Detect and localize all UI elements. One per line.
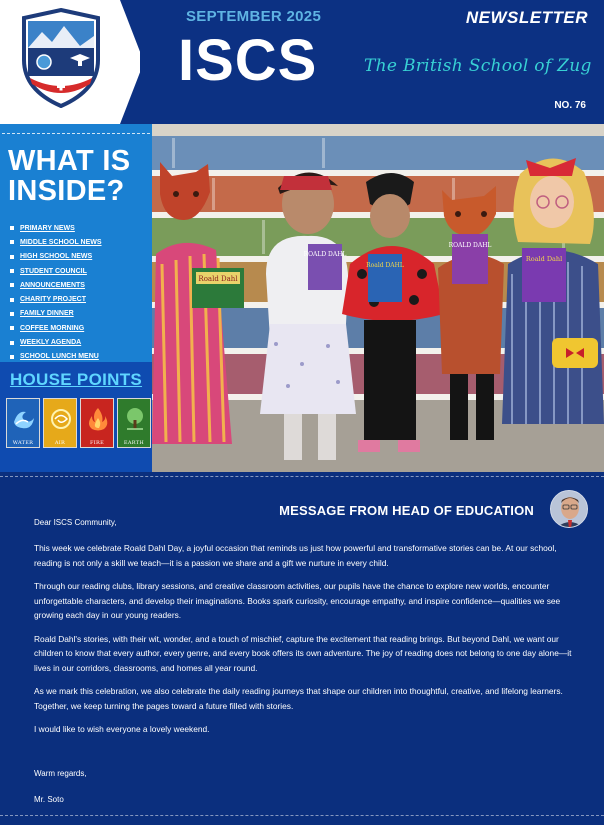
air-swirl-icon: [49, 406, 73, 432]
house-badge-air: [43, 398, 77, 448]
closing-line: Warm regards,: [34, 769, 87, 778]
message-paragraph: This week we celebrate Roald Dahl Day, a joyful occasion that reminds us just how powerful and transformative stories can be. At our school, reading is not only a skill we teach—it is a passion we share and a gift we nurture in every child.: [34, 543, 557, 568]
school-tagline: The British School of Zug: [364, 56, 592, 76]
message-heading: MESSAGE FROM HEAD OF EDUCATION: [279, 503, 534, 518]
link-weekly-agenda[interactable]: WEEKLY AGENDA: [20, 339, 82, 347]
house-badge-fire: [80, 398, 114, 448]
message-body: [34, 541, 574, 746]
link-charity-project[interactable]: CHARITY PROJECT: [20, 296, 86, 304]
issue-date: SEPTEMBER 2025: [186, 8, 322, 25]
head-of-education-message: [0, 472, 604, 825]
divider: [0, 476, 604, 477]
contents-heading-line-2: INSIDE?: [8, 175, 125, 207]
contents-heading-line-1: WHAT IS: [8, 145, 131, 177]
contents-item-weekly-agenda: [10, 335, 150, 349]
person-portrait-icon: [551, 491, 588, 528]
link-coffee-morning[interactable]: COFFEE MORNING: [20, 324, 85, 332]
signature: Mr. Soto: [34, 795, 64, 804]
contents-list: [10, 221, 150, 364]
contents-item-high-school-news: [10, 250, 150, 264]
contents-item-family-dinner: [10, 307, 150, 321]
message-paragraph: I would like to wish everyone a lovely weekend.: [34, 724, 210, 735]
logo-panel: [0, 0, 140, 124]
contents-heading: [8, 146, 148, 206]
link-announcements[interactable]: ANNOUNCEMENTS: [20, 281, 85, 289]
link-primary-news[interactable]: PRIMARY NEWS: [20, 224, 75, 232]
bullet-icon: [10, 298, 14, 302]
contents-item-primary-news: [10, 221, 150, 235]
house-badge-earth: [117, 398, 151, 448]
bullet-icon: [10, 226, 14, 230]
house-name-fire: FIRE: [89, 440, 105, 446]
book-label-1: Roald Dahl: [198, 275, 238, 283]
contents-item-coffee-morning: [10, 321, 150, 335]
message-paragraph: As we mark this celebration, we also celebrate the daily reading journeys that shape our children into thoughtful, creative, and lifelong learners. Together, we keep turning the pages toward a future filled with stories.: [34, 686, 563, 711]
roald-dahl-day-photo: [152, 124, 604, 472]
bullet-icon: [10, 255, 14, 259]
book-label-5: Roald Dahl: [525, 255, 563, 263]
link-school-lunch-menu[interactable]: SCHOOL LUNCH MENU: [20, 353, 99, 361]
head-of-education-avatar: [550, 490, 588, 528]
bullet-icon: [10, 240, 14, 244]
children-with-books-illustration: [152, 124, 604, 472]
link-middle-school-news[interactable]: MIDDLE SCHOOL NEWS: [20, 238, 102, 246]
contents-sidebar: [0, 124, 152, 472]
link-student-council[interactable]: STUDENT COUNCIL: [20, 267, 87, 275]
salutation: Dear ISCS Community,: [34, 518, 117, 527]
bullet-icon: [10, 312, 14, 316]
bullet-icon: [10, 341, 14, 345]
book-label-2: ROALD DAHL: [303, 251, 347, 258]
child-blue-dress: [502, 158, 604, 424]
message-paragraph: Through our reading clubs, library sessions, and creative classroom activities, our pupils have the chance to explore new worlds, encounter unforgettable characters, and develop their imaginations. Books spark curiosity, encourage empathy, and inspire confidence—qualities we see growing each day in our young readers.: [34, 580, 561, 621]
earth-tree-icon: [123, 406, 147, 432]
book-label-3: Roald DAHL: [366, 262, 404, 269]
house-points-panel: [0, 362, 152, 472]
bullet-icon: [10, 326, 14, 330]
newsletter-header: [0, 0, 604, 124]
contents-item-student-council: [10, 264, 150, 278]
house-badges: [6, 398, 151, 448]
bullet-icon: [10, 355, 14, 359]
water-wave-icon: [12, 406, 36, 432]
house-name-air: AIR: [54, 440, 66, 446]
divider: [2, 133, 150, 134]
house-badge-water: [6, 398, 40, 448]
divider: [0, 815, 604, 816]
masthead-title: ISCS: [178, 28, 318, 93]
contents-item-middle-school-news: [10, 235, 150, 249]
link-family-dinner[interactable]: FAMILY DINNER: [20, 310, 74, 318]
message-paragraph: Roald Dahl's stories, with their wit, wonder, and a touch of mischief, capture the excitement that reading brings. But beyond Dahl, we want our children to know that every author, every genre, and every book offers its own adventure. The joy of reading does not belong to one day alone—it lives in our corridors, classrooms, and homes all year round.: [34, 633, 572, 673]
school-crest-icon: [20, 8, 102, 108]
house-name-water: WATER: [12, 440, 34, 446]
issue-number: NO. 76: [554, 100, 586, 111]
house-points-title[interactable]: HOUSE POINTS: [9, 370, 143, 389]
link-high-school-news[interactable]: HIGH SCHOOL NEWS: [20, 253, 93, 261]
bullet-icon: [10, 283, 14, 287]
house-name-earth: EARTH: [123, 440, 145, 446]
contents-item-announcements: [10, 278, 150, 292]
newsletter-label: NEWSLETTER: [465, 8, 588, 27]
fire-flame-icon: [86, 406, 110, 432]
contents-item-charity-project: [10, 292, 150, 306]
bullet-icon: [10, 269, 14, 273]
book-label-4: ROALD DAHL: [448, 242, 492, 249]
